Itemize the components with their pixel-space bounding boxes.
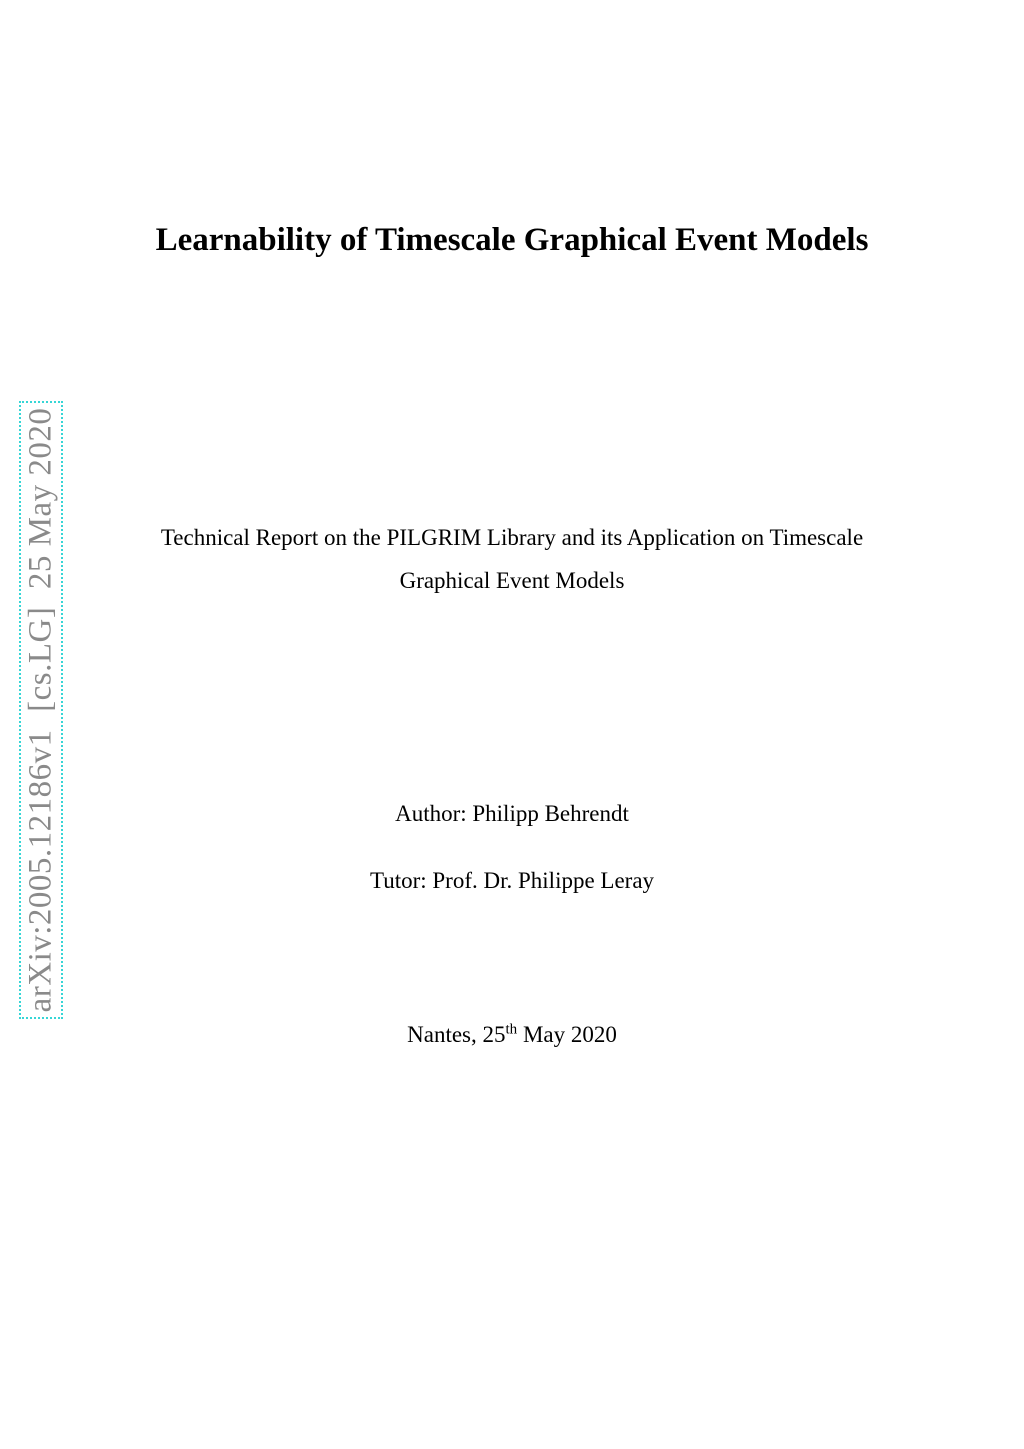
paper-subtitle [120,516,904,602]
subtitle-line-2: Graphical Event Models [399,568,625,593]
place-date-line [0,1020,1024,1050]
date-ordinal-suffix: th [505,1021,518,1038]
arxiv-stamp [19,401,63,1019]
paper-title: Learnability of Timescale Graphical Event Models [155,222,869,258]
place-date-prefix: Nantes, 25 [407,1022,506,1047]
tutor-line: Tutor: Prof. Dr. Philippe Leray [369,868,655,893]
place-date-suffix: May 2020 [517,1022,617,1047]
subtitle-line-1: Technical Report on the PILGRIM Library and its Application on Timescale [160,525,864,550]
author-line: Author: Philipp Behrendt [395,801,629,826]
arxiv-identifier: arXiv:2005.12186v1 [cs.LG] 25 May 2020 [22,407,59,1013]
